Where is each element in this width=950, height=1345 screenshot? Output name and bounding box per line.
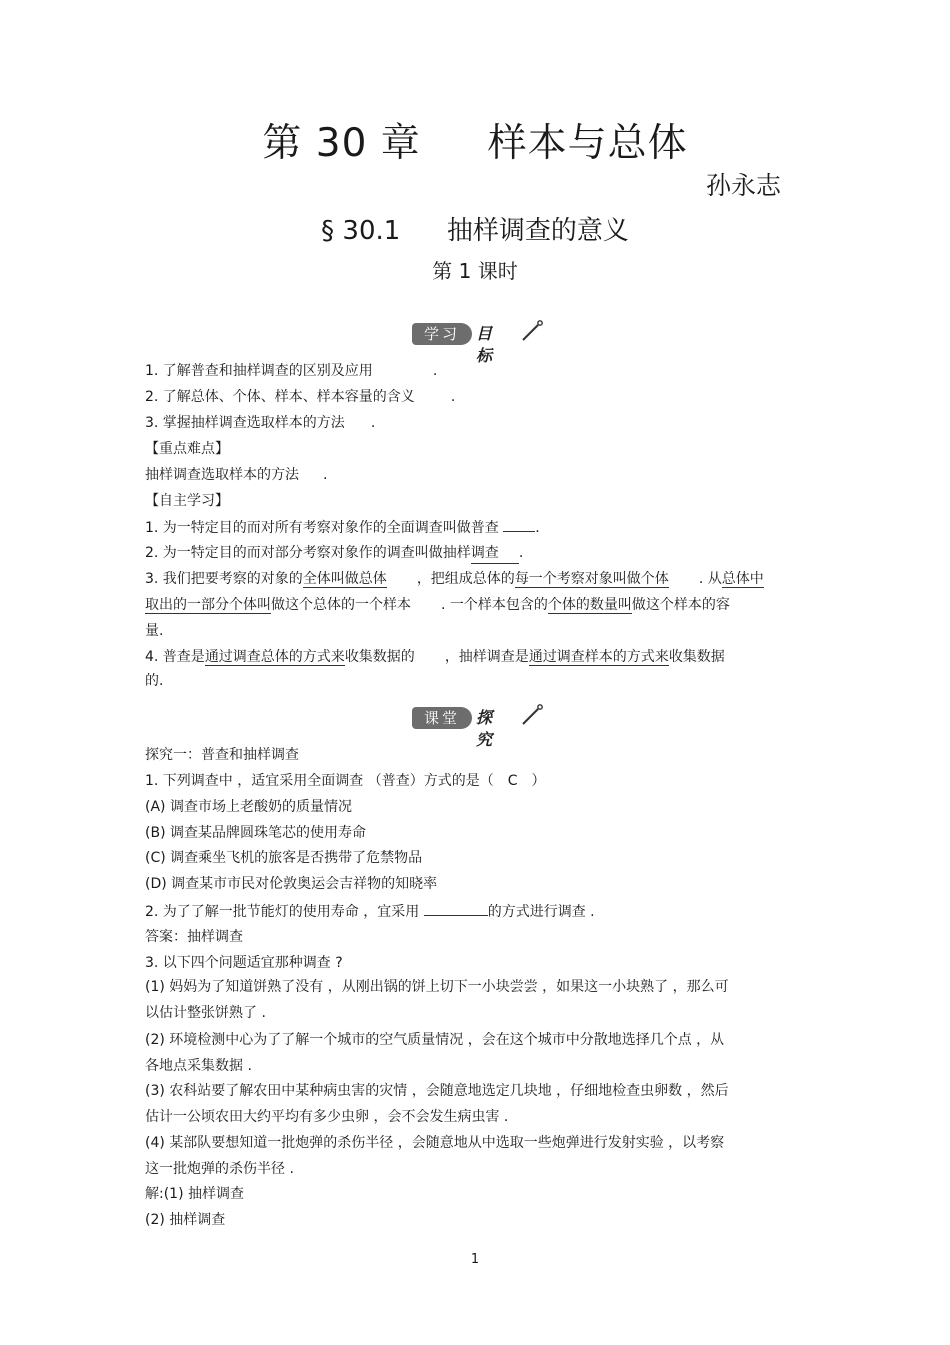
problem-2: (2) 环境检测中心为了了解一个城市的空气质量情况 ，会在这个城市中分散地选择几个点 ，从 — [145, 1032, 725, 1048]
question-1: 1. 下列调查中 ，适宜采用全面调查 （普查）方式的是（ C ） — [145, 773, 546, 789]
page-number: 1 — [470, 1252, 480, 1267]
problem-1-cont: 以估计整张饼熟了 . — [145, 1005, 266, 1021]
problem-3-cont: 估计一公顷农田大约平均有多少虫卵 ，会不会发生病虫害 . — [145, 1109, 509, 1125]
option-d: (D) 调查某市市民对伦敦奥运会吉祥物的知晓率 — [145, 876, 438, 892]
question-3: 3. 以下四个问题适宜那种调查 ? — [145, 955, 343, 971]
lesson-label: 第 1 课时 — [432, 259, 518, 283]
goal-item: 1. 了解普查和抽样调查的区别及应用 . — [145, 363, 438, 379]
author-name: 孙永志 — [706, 171, 782, 200]
answer-choice: C — [507, 773, 518, 789]
section-name: 抽样调查的意义 — [446, 216, 629, 246]
banner-label: 学习 — [412, 323, 472, 345]
problem-1: (1) 妈妈为了知道饼熟了没有 ，从刚出锅的饼上切下一小块尝尝 ，如果这一小块熟了 ，那么可 — [145, 979, 729, 995]
self-item-3-cont: 取出的一部分个体叫做这个总体的一个样本 . 一个样本包含的个体的数量叫做这个样本的容 — [145, 597, 730, 613]
section-heading — [0, 210, 950, 247]
banner-label: 课堂 — [412, 707, 472, 729]
explore-heading: 探究一：普查和抽样调查 — [145, 747, 299, 763]
solution-2: (2) 抽样调查 — [145, 1212, 226, 1228]
banner-word: 目标 — [476, 324, 493, 365]
problem-4-cont: 这一批炮弹的杀伤半径 . — [145, 1161, 294, 1177]
option-a: (A) 调查市场上老酸奶的质量情况 — [145, 799, 352, 815]
key-heading: 【重点难点】 — [145, 441, 229, 457]
problem-3: (3) 农科站要了解农田中某种病虫害的灾情 ，会随意地选定几块地 ，仔细地检查虫卵数 ，然后 — [145, 1083, 729, 1099]
chapter-number: 第 30 章 — [262, 121, 421, 166]
problem-4: (4) 某部队要想知道一批炮弹的杀伤半径 ，会随意地从中选取一些炮弹进行发射实验 ，以考察 — [145, 1135, 725, 1151]
self-item-4-end: 的. — [145, 673, 164, 689]
option-b: (B) 调查某品牌圆珠笔芯的使用寿命 — [145, 825, 366, 841]
goal-item: 3. 掌握抽样调查选取样本的方法 . — [145, 415, 376, 431]
option-c: (C) 调查乘坐飞机的旅客是否携带了危禁物品 — [145, 850, 423, 866]
self-item-4: 4. 普查是通过调查总体的方式来收集数据的 ，抽样调查是通过调查样本的方式来收集数据 — [145, 649, 725, 665]
self-item-2: 2. 为一特定目的而对部分考察对象作的调查叫做抽样调查 . — [145, 543, 523, 564]
key-text: 抽样调查选取样本的方法 . — [145, 467, 328, 483]
self-item-3-end: 量. — [145, 623, 164, 639]
chapter-heading — [0, 112, 950, 168]
self-item-1: 1. 为一特定目的而对所有考察对象作的全面调查叫做普查 . — [145, 517, 540, 538]
problem-2-cont: 各地点采集数据 . — [145, 1058, 252, 1074]
self-item-3: 3. 我们把要考察的对象的全体叫做总体 ，把组成总体的每一个考察对象叫做个体 . 从总体中 — [145, 571, 764, 587]
pen-icon — [520, 319, 544, 343]
answer-2: 答案：抽样调查 — [145, 929, 243, 945]
banner-word: 探究 — [476, 708, 493, 749]
goal-item: 2. 了解总体、个体、样本、样本容量的含义 . — [145, 389, 456, 405]
pen-icon — [520, 703, 544, 727]
section-number: § 30.1 — [321, 216, 401, 246]
question-2: 2. 为了了解一批节能灯的使用寿命 ，宜采用 的方式进行调查 . — [145, 901, 595, 922]
self-study-heading: 【自主学习】 — [145, 493, 229, 509]
solution-1: 解:(1) 抽样调查 — [145, 1186, 244, 1202]
chapter-name: 样本与总体 — [487, 121, 688, 166]
